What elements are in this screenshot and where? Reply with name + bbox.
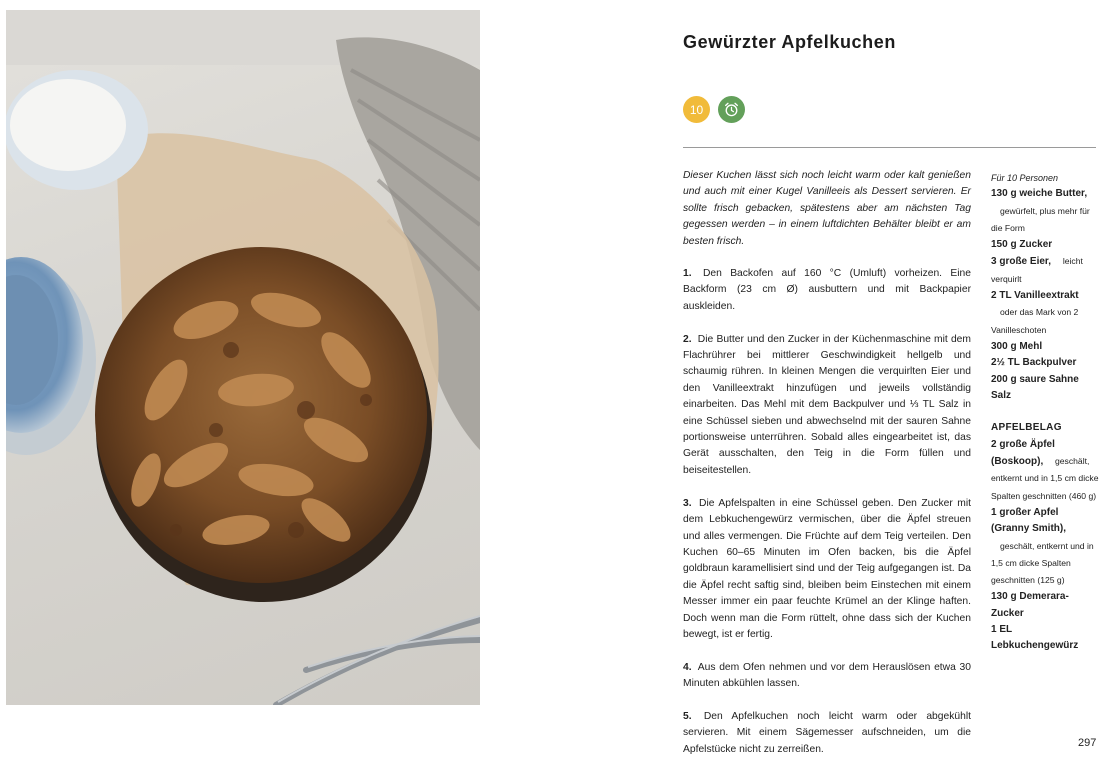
ingredient (991, 589, 1099, 622)
ingredient-name: 2 große Äpfel (Boskoop), (991, 438, 1055, 468)
recipe-title: Gewürzter Apfelkuchen (683, 32, 896, 52)
ingredient (991, 253, 1099, 288)
ingredient (991, 237, 1099, 253)
ingredient (991, 388, 1099, 404)
step-number: 1. (683, 268, 692, 280)
ingredient (991, 505, 1099, 589)
ingredient (991, 339, 1099, 355)
method-step (683, 266, 971, 315)
ingredients-column (991, 170, 1099, 655)
ingredient-note: geschält, entkernt und in 1,5 cm dicke Spalten geschnitten (460 g) (991, 456, 1099, 501)
ingredient-name: 1 EL Lebkuchengewürz (991, 624, 1079, 652)
ingredient-name: 130 g Demerara-Zucker (991, 591, 1069, 619)
ingredient (991, 186, 1099, 237)
step-text: Den Apfelkuchen noch leicht warm oder abgekühlt servieren. Mit einem Sägemesser aufschneiden, um die Apfelstücke nicht zu zerreißen. (683, 710, 971, 755)
ingredient (991, 288, 1099, 339)
ingredient (991, 622, 1099, 655)
recipe-badges (683, 96, 745, 123)
recipe-intro: Dieser Kuchen lässt sich noch leicht warm oder kalt genießen und auch mit einer Kugel Vanilleeis als Dessert servieren. Er sollte frisch gebacken, spätestens aber am nächsten Tag gegessen werden – in einem luftdichten Behälter bleibt er am besten frisch. (683, 170, 971, 247)
ingredient (991, 437, 1099, 505)
method-step (683, 332, 971, 480)
ingredient-name: 300 g Mehl (991, 340, 1043, 352)
alarm-clock-icon (718, 96, 745, 123)
method-step (683, 709, 971, 758)
method-step (683, 496, 971, 644)
serves-badge: 10 (683, 96, 710, 123)
topping-heading: APFELBELAG (991, 422, 1062, 434)
ingredient-note: leicht verquirlt (991, 256, 1083, 284)
recipe-photo (6, 10, 480, 705)
ingredient (991, 372, 1099, 388)
ingredient (991, 355, 1099, 371)
ingredient-name: 3 große Eier, (991, 256, 1052, 268)
step-number: 2. (683, 333, 692, 345)
ingredient-name: 2½ TL Backpulver (991, 357, 1077, 369)
step-text: Die Apfelspalten in eine Schüssel geben. Den Zucker mit dem Lebkuchengewürz vermischen, über die Äpfel streuen und alles vermengen. Die Früchte auf dem Teig verteilen. Den Kuchen 60–65 Minuten im Ofen backen, bis die Äpfel goldbraun karamellisiert sind und der Teig aufgegangen ist. Da die Äpfel recht saftig sind, bleiben beim Einstechen mit einem Messer immer ein paar feuchte Krümel an der Klinge haften. Doch wenn man die Form rüttelt, ohne dass sich der Kuchen bewegt, ist er fertig. (683, 497, 971, 640)
serves-label: Für 10 Personen (991, 173, 1059, 183)
method-column (683, 168, 971, 775)
method-step (683, 660, 971, 693)
ingredient-name: 1 großer Apfel (Granny Smith), (991, 506, 1067, 535)
step-text: Aus dem Ofen nehmen und vor dem Herauslösen etwa 30 Minuten abkühlen lassen. (683, 661, 971, 690)
ingredient-note: gewürfelt, plus mehr für die Form (991, 205, 1090, 233)
ingredient-note: geschält, entkernt und in 1,5 cm dicke Spalten geschnitten (125 g) (991, 540, 1094, 586)
ingredient-note: oder das Mark von 2 Vanilleschoten (991, 307, 1079, 335)
ingredient-name: 150 g Zucker (991, 239, 1053, 251)
ingredient-name: 2 TL Vanilleextrakt (991, 290, 1079, 302)
step-text: Die Butter und den Zucker in der Küchenmaschine mit dem Flachrührer bei mittlerer Geschwindigkeit hellgelb und schaumig rühren. In kleinen Mengen die verquirlten Eier und den Vanilleextrakt hinzufügen und jeweils vollständig einarbeiten. Das Mehl mit dem Backpulver und ⅓ TL Salz in eine Schüssel sieben und abwechselnd mit der sauren Sahne portionsweise unterrühren. Sobald alles eingearbeitet ist, das Gerät ausschalten, den Teig in die Form füllen und beiseitestellen. (683, 333, 971, 476)
step-number: 3. (683, 497, 692, 509)
page-number: 297 (1078, 737, 1097, 749)
ingredient-name: 200 g saure Sahne (991, 373, 1079, 385)
step-number: 5. (683, 710, 692, 722)
ingredient-name: 130 g weiche Butter, (991, 188, 1088, 200)
ingredient-name: Salz (991, 389, 1012, 401)
header-divider (683, 147, 1096, 148)
step-number: 4. (683, 661, 692, 673)
step-text: Den Backofen auf 160 °C (Umluft) vorheizen. Eine Backform (23 cm Ø) ausbuttern und mit Backpapier auskleiden. (683, 268, 971, 312)
